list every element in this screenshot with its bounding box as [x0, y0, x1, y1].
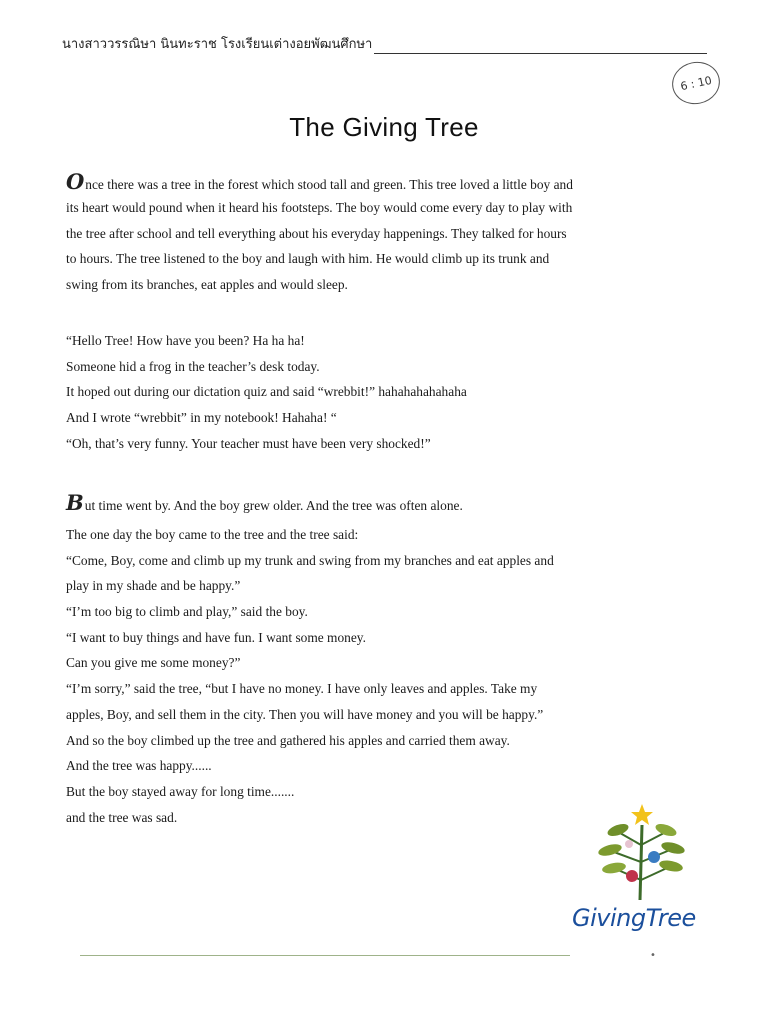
dropcap: O	[66, 169, 85, 194]
dropcap: B	[66, 490, 84, 515]
paragraph-line: play in my shade and be happy.”	[66, 578, 241, 594]
paragraph-line: But the boy stayed away for long time.......	[66, 783, 295, 799]
footer-divider	[80, 955, 570, 956]
paragraph-line: But time went by. And the boy grew older. And the tree was often alone.	[66, 490, 463, 515]
paragraph-line: “I want to buy things and have fun. I want some money.	[66, 629, 366, 645]
paragraph-line: apples, Boy, and sell them in the city. Then you will have money and you will be happy.”	[66, 706, 544, 722]
header-underline	[374, 39, 707, 54]
paragraph-2	[66, 490, 716, 516]
dialogue-block	[66, 328, 716, 456]
paragraph-line: “Come, Boy, come and climb up my trunk and swing from my branches and eat apples and	[66, 552, 554, 568]
paragraph-3	[66, 522, 716, 830]
logo-wordmark: GivingTree	[572, 904, 696, 932]
paragraph-line: And the tree was happy......	[66, 758, 212, 774]
paragraph-line: swing from its branches, eat apples and would sleep.	[66, 277, 348, 293]
paragraph-line: the tree after school and tell everything about his everyday happenings. They talked for hours	[66, 225, 567, 241]
paragraph-line: The one day the boy came to the tree and the tree said:	[66, 527, 359, 542]
dialogue-line: Someone hid a frog in the teacher’s desk today.	[66, 358, 320, 374]
header-line	[62, 33, 707, 54]
paragraph-line: And so the boy climbed up the tree and gathered his apples and carried them away.	[66, 732, 510, 748]
student-name-school: นางสาววรรณิษา นินทะราช โรงเรียนเต่างอยพัฒนศึกษา	[62, 37, 373, 52]
page-title: The Giving Tree	[289, 112, 479, 142]
paragraph-line: “I’m too big to climb and play,” said the boy.	[66, 604, 308, 620]
dialogue-line: And I wrote “wrebbit” in my notebook! Hahaha! “	[66, 410, 337, 426]
paragraph-line: Once there was a tree in the forest which stood tall and green. This tree loved a little boy and	[66, 169, 573, 194]
paragraph-1	[66, 169, 716, 298]
corner-mark: •	[650, 950, 656, 961]
paragraph-line: to hours. The tree listened to the boy and laugh with him. He would climb up its trunk and	[66, 251, 550, 267]
paragraph-line: its heart would pound when it heard his footsteps. The boy would come every day to play with	[66, 200, 573, 215]
paragraph-line: Can you give me some money?”	[66, 655, 241, 671]
paragraph-line: “I’m sorry,” said the tree, “but I have no money. I have only leaves and apples. Take my	[66, 681, 538, 697]
dialogue-line: It hoped out during our dictation quiz and said “wrebbit!” hahahahahahaha	[66, 384, 467, 400]
paragraph-line: and the tree was sad.	[66, 809, 178, 825]
dialogue-line: “Hello Tree! How have you been? Ha ha ha!	[66, 333, 305, 348]
dialogue-line: “Oh, that’s very funny. Your teacher must have been very shocked!”	[66, 435, 431, 451]
tree-icon	[597, 804, 686, 900]
grade-mark: 6 : 10	[668, 57, 724, 108]
